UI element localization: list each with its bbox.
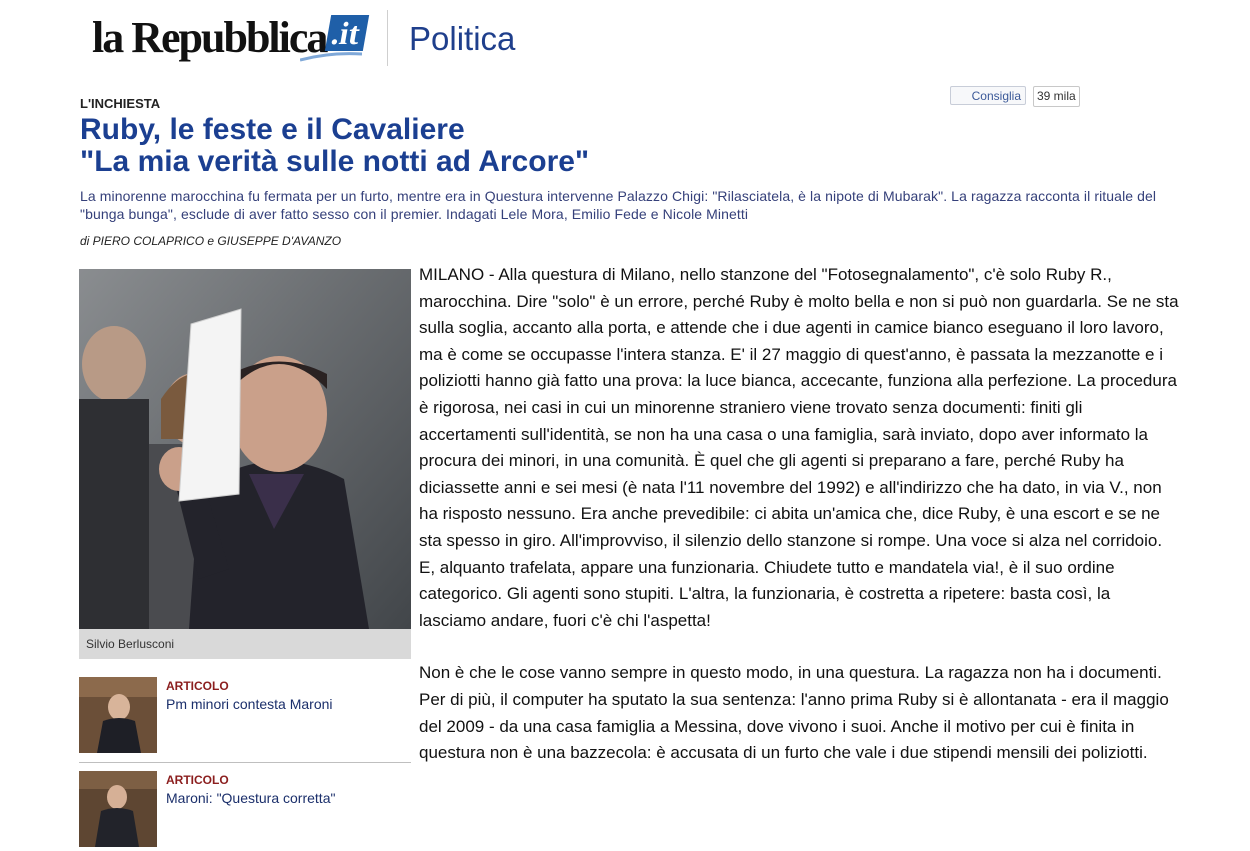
photo-caption: Silvio Berlusconi [79, 629, 411, 659]
article-summary: La minorenne marocchina fu fermata per un furto, mentre era in Questura intervenne Palazzo Chigi: "Rilasciatela, è la nipote di Mubarak". La ragazza racconta il rituale del "bunga bunga", esclude di aver fatto sesso con il premier. Indagati Lele Mora, Emilio Fede e Nicole Minetti [80, 188, 1157, 222]
related-title-2[interactable]: Maroni: "Questura corretta" [166, 790, 336, 806]
related-label-2: ARTICOLO [166, 773, 229, 787]
related-article-2[interactable] [79, 771, 411, 851]
related-title-1[interactable]: Pm minori contesta Maroni [166, 696, 333, 712]
related-thumb-2[interactable] [79, 771, 157, 847]
headline-line-2: "La mia verità sulle notti ad Arcore" [80, 145, 590, 178]
logo-swoosh-icon [300, 52, 362, 62]
related-article-1[interactable] [79, 677, 411, 757]
like-button-label: Consiglia [971, 89, 1021, 103]
like-button[interactable] [950, 86, 1026, 105]
header-divider [387, 10, 388, 66]
article-kicker: L'INCHIESTA [80, 96, 161, 111]
like-count: 39 mila [1033, 86, 1080, 107]
article-photo[interactable] [79, 269, 411, 659]
related-image-2 [79, 771, 157, 847]
related-divider [79, 762, 411, 763]
photo-image [79, 269, 411, 659]
logo-wordmark: la Repubblica.it [92, 13, 366, 62]
article-paragraph-1: MILANO - Alla questura di Milano, nello stanzone del "Fotosegnalamento", c'è solo Ruby R., marocchina. Dire "solo" è un errore, perché Ruby è molto bella e non si può non guardarla. Se ne sta sulla soglia, accanto alla porta, e attende che i due agenti in camice bianco eseguano il loro lavoro, ma è come se occupasse l'intera stanza. E' il 27 maggio di quest'anno, è passata la mezzanotte e i poliziotti hanno già fatto una prova: la luce bianca, accecante, funziona alla perfezione. La procedura è rigorosa, nei casi in cui un minorenne straniero viene trovato senza documenti: finiti gli accertamenti sull'identità, se non ha una casa o una famiglia, sarà inviato, dopo aver informato la procura dei minori, in una comunità. È quel che gli agenti si preparano a fare, perché Ruby ha diciassette anni e sei mesi (è nata l'11 novembre del 1992) e all'indirizzo che ha dato, in via V., non ha risposto nessuno. Era anche prevedibile: ci abita un'amica che, dice Ruby, è una escort e se ne sta spesso in giro. All'improvviso, il silenzio dello stanzone si rompe. Una voce si alza nel corridoio. E, alquanto trafelata, appare una funzionaria. Chiudete tutto e mandatela via!, è il suo ordine categorico. Gli agenti sono stupiti. L'altra, la funzionaria, è costretta a ripetere: basta così, la lasciamo andare, fuori c'è chi l'aspetta! [419, 265, 1179, 630]
related-thumb-1[interactable] [79, 677, 157, 753]
article-headline [80, 114, 980, 178]
related-label-1: ARTICOLO [166, 679, 229, 693]
article-paragraph-2: Non è che le cose vanno sempre in questo modo, in una questura. La ragazza non ha i documenti. Per di più, il computer ha sputato la sua sentenza: l'anno prima Ruby si è allontanata - era il maggio del 2009 - da una casa famiglia a Messina, dove vivono i suoi. Anche il motivo per cui è finita in questura non è una bazzecola: è accusata di un furto che vale i due stipendi mensili dei poliziotti. [419, 663, 1169, 763]
section-title[interactable]: Politica [409, 20, 516, 57]
article-body [419, 262, 1179, 793]
article-byline: di PIERO COLAPRICO e GIUSEPPE D'AVANZO [80, 234, 342, 248]
logo-suffix: .it [325, 15, 369, 51]
related-image-1 [79, 677, 157, 753]
headline-line-1: Ruby, le feste e il Cavaliere [80, 113, 465, 146]
